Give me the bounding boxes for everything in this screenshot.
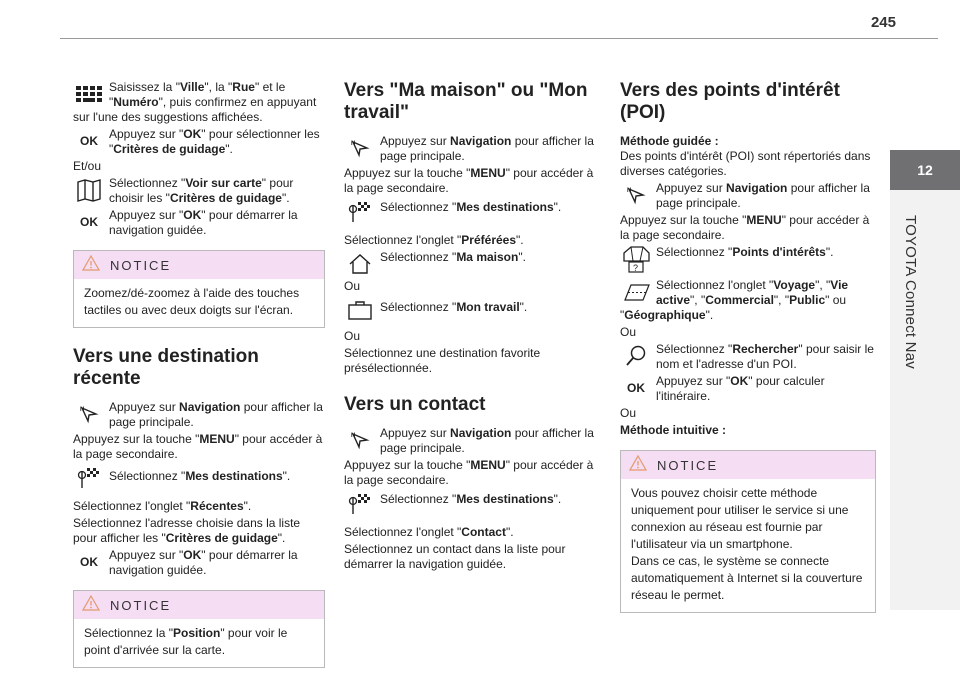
heading-poi: Vers des points d'intérêt (POI) (620, 80, 840, 123)
notice-title: NOTICE (110, 597, 172, 613)
subheading-guided-method: Méthode guidée : (620, 134, 719, 148)
or-label: Ou (344, 279, 361, 293)
svg-text:?: ? (633, 263, 639, 273)
ok-icon: OK (80, 554, 98, 569)
step-tab-favorites: Sélectionnez l'onglet "Préférées". (344, 233, 524, 247)
page-number: 245 (870, 14, 896, 31)
chapter-tab: 12 (890, 150, 960, 190)
and-or-label: Et/ou (73, 159, 102, 173)
poi-icon (620, 246, 652, 272)
svg-text:N: N (627, 188, 632, 194)
notice-box-position (73, 590, 325, 668)
road-icon (620, 279, 652, 305)
notice-title: NOTICE (110, 257, 172, 273)
step-press-navigation: N Appuyez sur Navigation pour afficher la page principale. (73, 400, 325, 430)
step-enter-address: Saisissez la "Ville", la "Rue" et le "Numéro", puis confirmez en appuyant sur l'une des suggestions affichées. (73, 80, 317, 124)
step-ok-start-recent: OK Appuyez sur "OK" pour démarrer la navigation guidée. (73, 548, 325, 578)
svg-text:N: N (351, 433, 356, 439)
step-menu: Appuyez sur la touche "MENU" pour accéder à la page secondaire. (73, 432, 323, 461)
heading-home-work: Vers "Ma maison" ou "Mon travail" (344, 80, 588, 123)
warning-icon (82, 255, 100, 275)
step-menu: Appuyez sur la touche "MENU" pour accéder à la page secondaire. (620, 213, 870, 242)
column-middle (344, 80, 598, 574)
chapter-title: TOYOTA Connect Nav (902, 215, 919, 369)
ok-icon: OK (80, 133, 98, 148)
step-press-navigation: N Appuyez sur Navigation pour afficher la page principale. (344, 134, 598, 164)
navigation-arrow-icon (344, 135, 376, 161)
step-select-category-tab: Sélectionnez l'onglet "Voyage", "Vie active", "Commercial", "Public" ou "Géographique". (620, 278, 849, 322)
step-ok-criteria: OK Appuyez sur "OK" pour sélectionner les "Critères de guidage". (73, 127, 325, 157)
navigation-arrow-icon (620, 182, 652, 208)
svg-text:N: N (80, 407, 85, 413)
chapter-strip (890, 190, 960, 610)
or-label: Ou (344, 329, 361, 343)
svg-text:N: N (351, 141, 356, 147)
header-rule (60, 38, 938, 39)
poi-intro: Des points d'intérêt (POI) sont répertoriés dans diverses catégories. (620, 149, 871, 178)
step-press-navigation: N Appuyez sur Navigation pour afficher la page principale. (620, 181, 876, 211)
destination-flag-icon (344, 491, 376, 517)
search-icon (620, 343, 652, 369)
step-press-navigation: N Appuyez sur Navigation pour afficher la page principale. (344, 426, 598, 456)
step-menu: Appuyez sur la touche "MENU" pour accéder à la page secondaire. (344, 166, 594, 195)
column-left (73, 80, 325, 682)
warning-icon (629, 455, 647, 475)
step-points-of-interest: ? Sélectionnez "Points d'intérêts". (620, 245, 876, 272)
heading-recent-destination: Vers une destination récente (73, 346, 259, 389)
column-right (620, 80, 876, 627)
notice-text: Zoomez/dé-zoomez à l'aide des touches tactiles ou avec deux doigts sur l'écran. (84, 286, 300, 317)
notice-title: NOTICE (657, 457, 719, 473)
step-tab-contact: Sélectionnez l'onglet "Contact". (344, 525, 514, 539)
step-my-destinations: Sélectionnez "Mes destinations". (73, 464, 325, 491)
step-my-home: Sélectionnez "Ma maison". (344, 250, 598, 277)
step-tab-recent: Sélectionnez l'onglet "Récentes". (73, 499, 252, 513)
subheading-intuitive-method: Méthode intuitive : (620, 423, 726, 437)
notice-header (74, 591, 324, 619)
notice-header (74, 251, 324, 279)
ok-icon: OK (80, 214, 98, 229)
step-search-poi: Sélectionnez "Rechercher" pour saisir le nom et l'adresse d'un POI. (620, 342, 876, 372)
or-label: Ou (620, 325, 637, 339)
navigation-arrow-icon (73, 401, 105, 427)
briefcase-icon (344, 297, 376, 323)
notice-text: Sélectionnez la "Position" pour voir le point d'arrivée sur la carte. (84, 626, 288, 657)
step-favorite-destination: Sélectionnez une destination favorite présélectionnée. (344, 346, 541, 375)
destination-flag-icon (73, 465, 105, 491)
notice-text: Vous pouvez choisir cette méthode uniquement pour utiliser le service si une connexion au réseau est fournie par l'utilisateur via un smartphone. Dans ce cas, le système se connecte automatiquement à Internet si la couverture réseau le permet. (631, 486, 863, 602)
warning-icon (82, 595, 100, 615)
notice-box-zoom (73, 250, 325, 328)
home-icon (344, 251, 376, 277)
step-view-map: Sélectionnez "Voir sur carte" pour choisir les "Critères de guidage". (73, 176, 325, 206)
step-ok-start: OK Appuyez sur "OK" pour démarrer la navigation guidée. (73, 208, 325, 238)
ok-icon: OK (627, 380, 645, 395)
map-icon (73, 177, 105, 203)
step-select-address: Sélectionnez l'adresse choisie dans la liste pour afficher les "Critères de guidage". (73, 516, 301, 545)
notice-box-smartphone (620, 450, 876, 613)
notice-header (621, 451, 875, 479)
step-select-contact: Sélectionnez un contact dans la liste pour démarrer la navigation guidée. (344, 542, 566, 571)
step-ok-route: OK Appuyez sur "OK" pour calculer l'itinéraire. (620, 374, 876, 404)
keyboard-icon (73, 81, 105, 107)
navigation-arrow-icon (344, 427, 376, 453)
or-label: Ou (620, 406, 637, 420)
step-my-destinations: Sélectionnez "Mes destinations". (344, 198, 598, 225)
step-my-destinations: Sélectionnez "Mes destinations". (344, 490, 598, 517)
destination-flag-icon (344, 199, 376, 225)
step-menu: Appuyez sur la touche "MENU" pour accéder à la page secondaire. (344, 458, 594, 487)
heading-contact: Vers un contact (344, 394, 486, 415)
step-my-work: Sélectionnez "Mon travail". (344, 296, 598, 323)
